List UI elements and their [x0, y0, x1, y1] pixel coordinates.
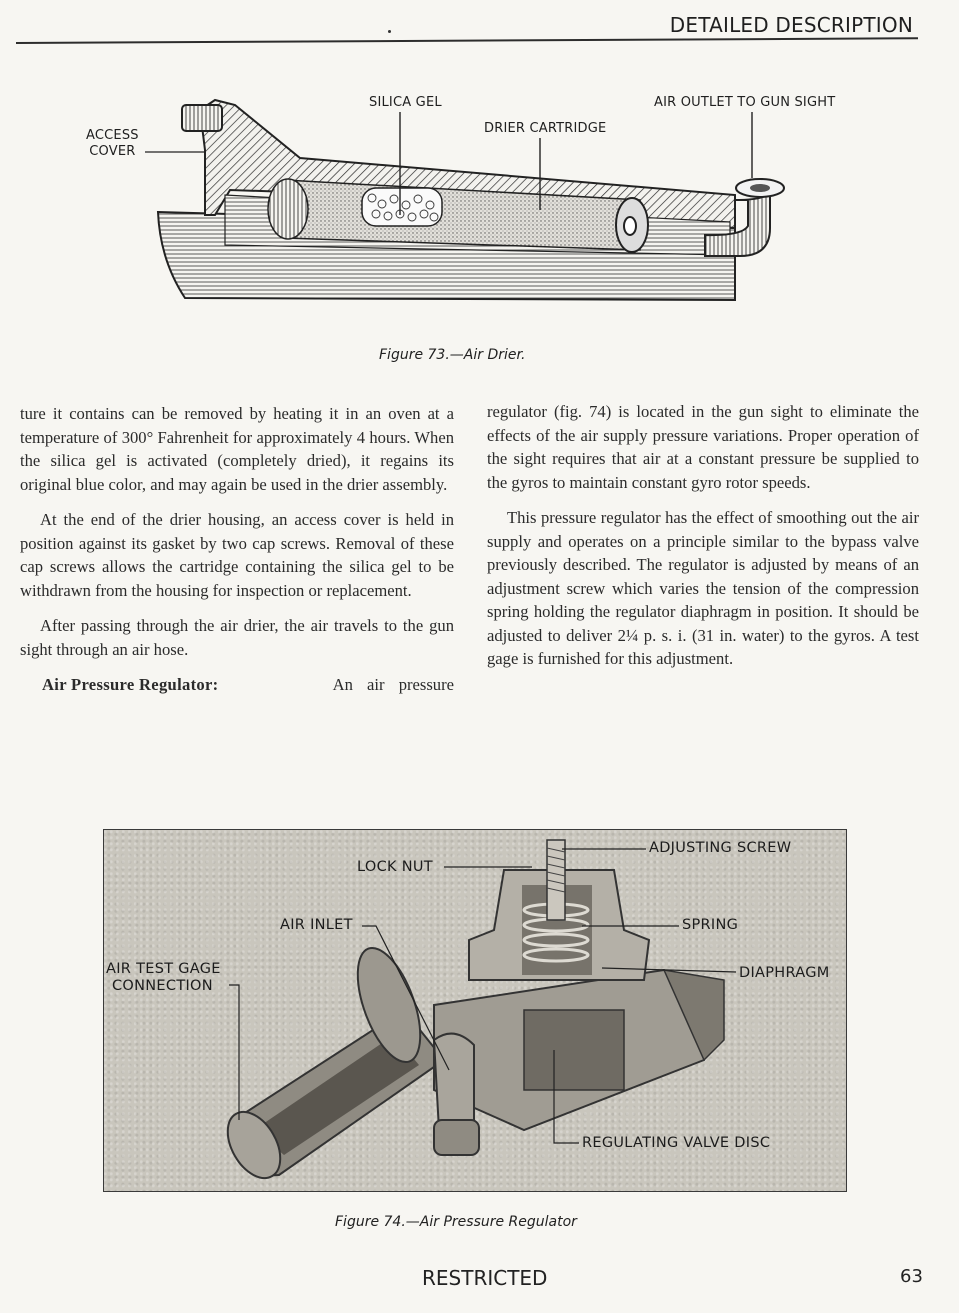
- section-heading-line: [20, 673, 454, 697]
- stray-mark: [388, 30, 391, 33]
- figure-74-caption: Figure 74.—Air Pressure Regulator: [335, 1214, 577, 1230]
- label-spring: SPRING: [682, 917, 739, 933]
- label-access-cover: ACCESS COVER: [86, 128, 139, 159]
- label-adjusting-screw: ADJUSTING SCREW: [649, 840, 792, 856]
- paragraph: At the end of the drier housing, an access cover is held in position against its gasket by two cap screws. Removal of these cap screws allows the cartridge containing the silica gel to be withdrawn from the housing for inspection or replacement.: [20, 510, 454, 600]
- air-drier-illustration: [0, 80, 959, 370]
- section-title: DETAILED DESCRIPTION: [669, 13, 913, 37]
- classification-marking: RESTRICTED: [422, 1266, 548, 1290]
- page-number: 63: [900, 1266, 923, 1287]
- silica-gel-window: [362, 188, 442, 226]
- figure-74-photo: [103, 829, 847, 1192]
- figure-73: [0, 80, 959, 370]
- label-lock-nut: LOCK NUT: [357, 859, 433, 875]
- paragraph: ture it contains can be removed by heating it in an oven at a temperature of 300° Fahrenheit for approximately 4 hours. When the silica gel is activated (completely dried), it regains its original blue color, and may again be used in the drier assembly.: [20, 404, 454, 494]
- left-column: [20, 402, 454, 697]
- right-column: [487, 400, 919, 683]
- figure-73-caption: Figure 73.—Air Drier.: [379, 347, 526, 363]
- label-air-outlet: AIR OUTLET TO GUN SIGHT: [654, 95, 836, 110]
- label-regulating-valve-disc: REGULATING VALVE DISC: [582, 1135, 771, 1151]
- cap-screw: [182, 105, 222, 131]
- label-drier-cartridge: DRIER CARTRIDGE: [484, 121, 607, 136]
- label-silica-gel: SILICA GEL: [369, 95, 442, 110]
- paragraph: This pressure regulator has the effect of smoothing out the air supply and operates on a principle similar to the bypass valve previously described. The regulator is adjusted by means of an adjustment screw which varies the tension of the compression spring holding the regulator diaphragm in position. It should be adjusted to deliver 2¼ p. s. i. (31 in. water) to the gyros. A test gage is furnished for this adjustment.: [487, 508, 919, 668]
- paragraph: regulator (fig. 74) is located in the gun sight to eliminate the effects of the air supply pressure variations. Proper operation of the sight requires that air at a constant pressure be supplied to the gyros to maintain constant gyro rotor speeds.: [487, 402, 919, 492]
- label-air-inlet: AIR INLET: [280, 917, 353, 933]
- label-air-test-gage-connection: AIR TEST GAGE CONNECTION: [106, 961, 221, 994]
- section-heading: Air Pressure Regulator:: [42, 675, 219, 694]
- header-rule: [16, 37, 918, 44]
- paragraph: After passing through the air drier, the air travels to the gun sight through an air hose.: [20, 616, 454, 659]
- label-diaphragm: DIAPHRAGM: [739, 965, 830, 981]
- heading-continuation: An air pressure: [332, 675, 454, 694]
